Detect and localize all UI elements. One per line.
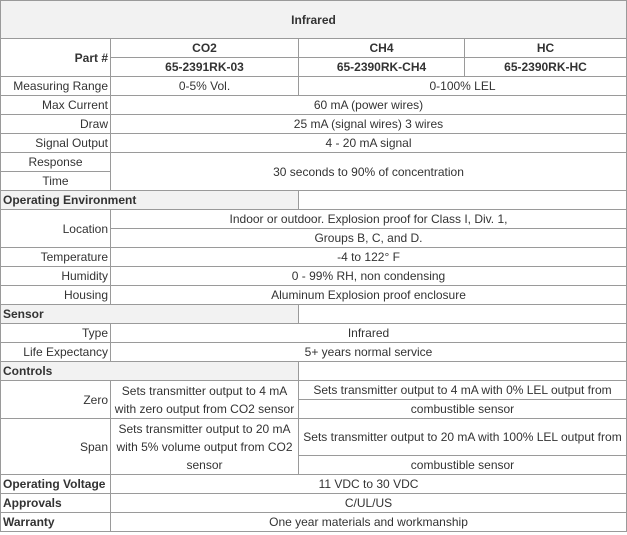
part-number-hc: 65-2390RK-HC xyxy=(465,58,627,77)
life-expectancy-row xyxy=(1,343,627,362)
signal-output-label: Signal Output xyxy=(1,134,111,153)
part-gas-row xyxy=(1,39,627,58)
life-expectancy-value: 5+ years normal service xyxy=(111,343,627,362)
response-label: Response xyxy=(1,153,111,172)
zero-co2: Sets transmitter output to 4 mA with zero output from CO2 sensor xyxy=(111,381,299,419)
max-current-value: 60 mA (power wires) xyxy=(111,96,627,115)
sensor-blank xyxy=(299,305,627,324)
response-time-value: 30 seconds to 90% of concentration xyxy=(111,153,627,191)
operating-environment-heading: Operating Environment xyxy=(1,191,299,210)
humidity-label: Humidity xyxy=(1,267,111,286)
life-expectancy-label: Life Expectancy xyxy=(1,343,111,362)
housing-value: Aluminum Explosion proof enclosure xyxy=(111,286,627,305)
signal-output-value: 4 - 20 mA signal xyxy=(111,134,627,153)
zero-label: Zero xyxy=(1,381,111,419)
gas-co2: CO2 xyxy=(111,39,299,58)
span-row-1 xyxy=(1,419,627,456)
zero-other-line-2: combustible sensor xyxy=(299,400,627,419)
gas-ch4: CH4 xyxy=(299,39,465,58)
approvals-row xyxy=(1,494,627,513)
zero-other-line-1: Sets transmitter output to 4 mA with 0% LEL output from xyxy=(299,381,627,400)
measuring-range-row xyxy=(1,77,627,96)
time-label: Time xyxy=(1,172,111,191)
sensor-heading: Sensor xyxy=(1,305,299,324)
max-current-label: Max Current xyxy=(1,96,111,115)
sensor-type-value: Infrared xyxy=(111,324,627,343)
controls-heading-row xyxy=(1,362,627,381)
temperature-row xyxy=(1,248,627,267)
location-line-1: Indoor or outdoor. Explosion proof for Class I, Div. 1, xyxy=(111,210,627,229)
span-other-line-2: combustible sensor xyxy=(299,456,627,475)
signal-output-row xyxy=(1,134,627,153)
humidity-value: 0 - 99% RH, non condensing xyxy=(111,267,627,286)
approvals-label: Approvals xyxy=(1,494,111,513)
sensor-type-label: Type xyxy=(1,324,111,343)
gas-hc: HC xyxy=(465,39,627,58)
part-number-co2: 65-2391RK-03 xyxy=(111,58,299,77)
warranty-label: Warranty xyxy=(1,513,111,532)
location-line-2: Groups B, C, and D. xyxy=(111,229,627,248)
span-label: Span xyxy=(1,419,111,475)
part-number-ch4: 65-2390RK-CH4 xyxy=(299,58,465,77)
measuring-range-other: 0-100% LEL xyxy=(299,77,627,96)
measuring-range-label: Measuring Range xyxy=(1,77,111,96)
operating-environment-blank xyxy=(299,191,627,210)
controls-heading: Controls xyxy=(1,362,299,381)
draw-row xyxy=(1,115,627,134)
span-other-line-1: Sets transmitter output to 20 mA with 100% LEL output from xyxy=(299,419,627,456)
operating-voltage-label: Operating Voltage xyxy=(1,475,111,494)
span-co2: Sets transmitter output to 20 mA with 5% volume output from CO2 sensor xyxy=(111,419,299,475)
controls-blank xyxy=(299,362,627,381)
operating-voltage-value: 11 VDC to 30 VDC xyxy=(111,475,627,494)
temperature-label: Temperature xyxy=(1,248,111,267)
location-label: Location xyxy=(1,210,111,248)
response-time-row-1 xyxy=(1,153,627,172)
warranty-row xyxy=(1,513,627,532)
housing-row xyxy=(1,286,627,305)
operating-environment-heading-row xyxy=(1,191,627,210)
part-label: Part # xyxy=(1,39,111,77)
draw-value: 25 mA (signal wires) 3 wires xyxy=(111,115,627,134)
max-current-row xyxy=(1,96,627,115)
measuring-range-co2: 0-5% Vol. xyxy=(111,77,299,96)
temperature-value: -4 to 122° F xyxy=(111,248,627,267)
location-row-1 xyxy=(1,210,627,229)
title-row xyxy=(1,1,627,39)
housing-label: Housing xyxy=(1,286,111,305)
draw-label: Draw xyxy=(1,115,111,134)
approvals-value: C/UL/US xyxy=(111,494,627,513)
table-title: Infrared xyxy=(1,1,627,39)
humidity-row xyxy=(1,267,627,286)
sensor-heading-row xyxy=(1,305,627,324)
sensor-type-row xyxy=(1,324,627,343)
operating-voltage-row xyxy=(1,475,627,494)
warranty-value: One year materials and workmanship xyxy=(111,513,627,532)
zero-row-1 xyxy=(1,381,627,400)
